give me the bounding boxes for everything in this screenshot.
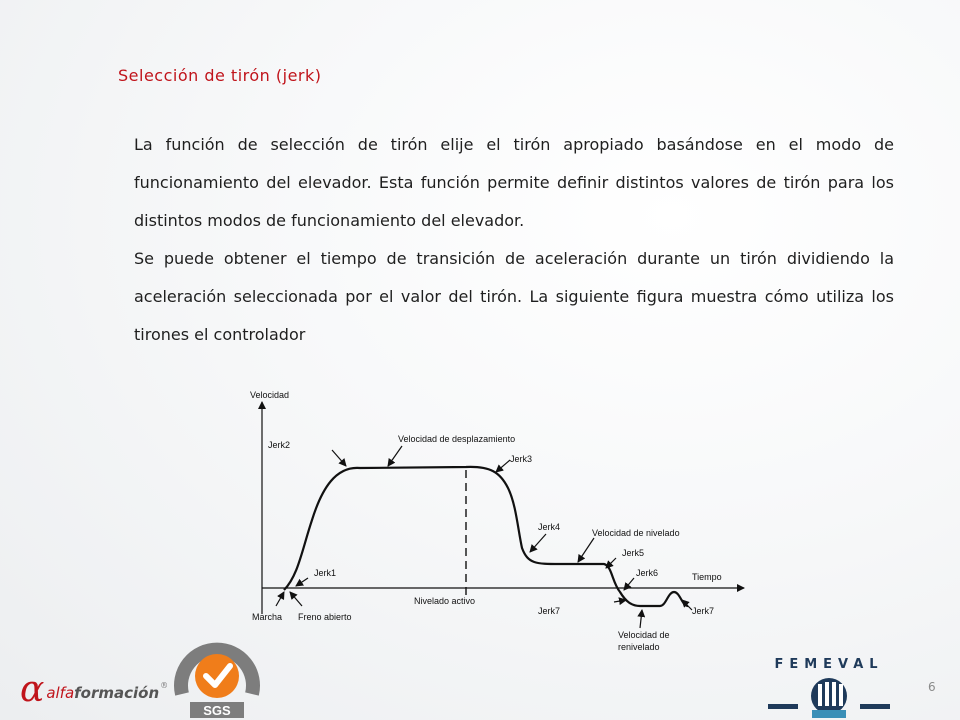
registered-mark: ® <box>160 681 169 690</box>
arrow-jerk1 <box>296 578 308 586</box>
arrow-velocidad-renivelado <box>640 610 642 628</box>
label-jerk5: Jerk5 <box>622 548 645 558</box>
label-velocidad-nivelado: Velocidad de nivelado <box>592 528 680 538</box>
arrow-jerk2 <box>332 450 346 466</box>
label-nivelado-activo: Nivelado activo <box>414 596 476 606</box>
label-freno-abierto: Freno abierto <box>298 612 352 622</box>
paragraph-2: Se puede obtener el tiempo de transición de aceleración durante un tirón dividiendo la aceleración seleccionada por el valor del tirón. La siguiente figura muestra cómo utiliza los tirones el controlador <box>134 249 894 344</box>
x-axis-label: Tiempo <box>692 572 722 582</box>
y-axis-label: Velocidad <box>250 390 290 400</box>
label-marcha: Marcha <box>252 612 283 622</box>
label-velocidad-desplazamiento: Velocidad de desplazamiento <box>398 434 516 444</box>
arrow-velocidad-desplazamiento <box>388 446 402 466</box>
arrow-freno-abierto <box>290 592 302 606</box>
arrow-jerk7-left <box>614 600 626 602</box>
arrow-jerk4 <box>530 534 546 552</box>
femeval-logo <box>766 654 892 720</box>
paragraph-1: La función de selección de tirón elije el tirón apropiado basándose en el modo de funcionamiento del elevador. Esta función permite definir distintos valores de tirón para los distintos modos de funcionamiento del elevador. <box>134 135 894 230</box>
jerk-diagram <box>240 380 760 660</box>
label-jerk4: Jerk4 <box>538 522 561 532</box>
arrow-velocidad-nivelado <box>578 538 594 562</box>
label-jerk7-bottom: Jerk7 <box>538 606 561 616</box>
arrow-jerk7-right <box>682 600 692 610</box>
alfa-symbol-icon: α <box>20 669 45 710</box>
alfa-logo-text: alfaformación <box>46 684 160 702</box>
arrow-jerk3 <box>496 460 510 472</box>
page-number: 6 <box>928 680 936 694</box>
svg-text:FEMEVAL: FEMEVAL <box>774 657 884 672</box>
label-jerk6: Jerk6 <box>636 568 659 578</box>
label-jerk2: Jerk2 <box>268 440 291 450</box>
label-jerk7-right: Jerk7 <box>692 606 715 616</box>
label-velocidad-renivelado-1: Velocidad de <box>618 630 670 640</box>
svg-text:SGS: SGS <box>203 703 231 718</box>
label-jerk3: Jerk3 <box>510 454 533 464</box>
iso-certification-seal-icon <box>172 626 262 720</box>
arrow-jerk5 <box>606 558 616 568</box>
slide-title: Selección de tirón (jerk) <box>118 66 322 85</box>
label-jerk1: Jerk1 <box>314 568 337 578</box>
body-text <box>134 126 894 354</box>
arrow-marcha <box>276 592 284 606</box>
alfaformacion-logo <box>20 668 168 708</box>
label-velocidad-renivelado-2: renivelado <box>618 642 660 652</box>
